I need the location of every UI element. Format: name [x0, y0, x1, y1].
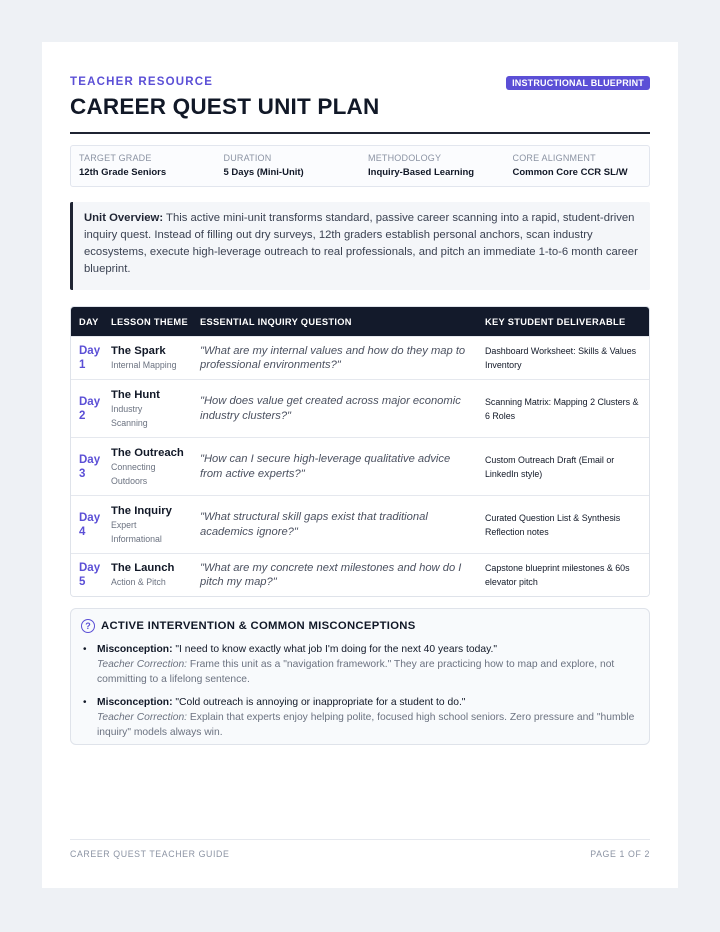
inquiry-question: "How does value get created across major economic industry clusters?": [200, 395, 461, 422]
day-number: [71, 453, 111, 481]
day-number: [71, 561, 111, 589]
footer-guide-title: CAREER QUEST TEACHER GUIDE: [70, 849, 230, 859]
theme-title: The Inquiry: [111, 504, 172, 517]
misconception-item: [81, 695, 639, 740]
misconception-label: Misconception:: [97, 644, 173, 655]
theme-subtitle: Internal Mapping: [111, 360, 177, 370]
correction-label: Teacher Correction:: [97, 659, 188, 670]
misconception-quote: "Cold outreach is annoying or inappropriate for a student to do.": [172, 697, 466, 708]
lesson-table: [70, 306, 650, 597]
day-index: 5: [79, 576, 86, 588]
eyebrow-label: TEACHER RESOURCE: [70, 76, 214, 88]
unit-overview: [70, 202, 650, 290]
theme-title: The Hunt: [111, 388, 160, 401]
theme-subtitle: Action & Pitch: [111, 577, 166, 587]
day-label: Day: [79, 511, 101, 524]
day-label: Day: [79, 345, 101, 357]
meta-methodology: [360, 146, 505, 186]
inquiry-question: "What structural skill gaps exist that traditional academics ignore?": [200, 511, 428, 538]
misconception-label: Misconception:: [97, 697, 173, 708]
header-deliverable: KEY STUDENT DELIVERABLE: [485, 316, 626, 327]
misconceptions-callout: [70, 608, 650, 745]
correction-text: Frame this unit as a "navigation framework." They are practicing how to map and explore, not committing to a lifelong sentence.: [97, 659, 615, 685]
inquiry-question: "How can I secure high-leverage qualitative advice from active experts?": [200, 453, 451, 480]
misconception-body: [97, 642, 639, 687]
callout-header: [81, 619, 639, 633]
page-title: CAREER QUEST UNIT PLAN: [70, 94, 380, 119]
day-label: Day: [79, 395, 101, 408]
header-lesson-theme: LESSON THEME: [111, 316, 188, 327]
theme-subtitle: Expert Informational: [111, 519, 162, 544]
meta-label: CORE ALIGNMENT: [512, 153, 596, 163]
inquiry-question: "What are my internal values and how do they map to professional environments?": [200, 344, 466, 371]
question-circle-icon: ?: [81, 619, 95, 633]
table-row: [71, 495, 649, 553]
document-page: [42, 42, 678, 888]
meta-label: DURATION: [223, 153, 272, 163]
footer-page-number: PAGE 1 OF 2: [590, 849, 650, 859]
callout-title: ACTIVE INTERVENTION & COMMON MISCONCEPTIONS: [101, 620, 416, 632]
student-deliverable: Dashboard Worksheet: Skills & Values Inventory: [485, 346, 637, 370]
overview-label: Unit Overview:: [84, 212, 164, 224]
misconception-quote: "I need to know exactly what job I'm doing for the next 40 years today.": [172, 644, 497, 655]
table-header: [71, 307, 649, 336]
day-index: 4: [79, 525, 86, 538]
table-row: [71, 553, 649, 596]
lesson-theme: [111, 504, 200, 546]
day-index: 3: [79, 467, 86, 480]
theme-title: The Outreach: [111, 446, 184, 459]
blueprint-badge: INSTRUCTIONAL BLUEPRINT: [506, 76, 650, 90]
inquiry-question: "What are my concrete next milestones and how do I pitch my map?": [200, 561, 462, 588]
meta-value: Inquiry-Based Learning: [368, 167, 475, 178]
table-row: [71, 379, 649, 437]
footer-divider: [70, 839, 650, 840]
overview-text: This active mini-unit transforms standard, passive career scanning into a rapid, student-driven inquiry quest. Instead of filling out dry surveys, 12th graders establish personal anchors, scan industry ecosystems, execute high-leverage outreach to real professionals, and pitch an immediate 1-to-6 month career blueprint.: [84, 212, 638, 275]
page-content: [70, 42, 650, 888]
lesson-theme: [111, 561, 200, 589]
lesson-theme: [111, 388, 200, 430]
student-deliverable: Capstone blueprint milestones & 60s elevator pitch: [485, 563, 630, 587]
theme-title: The Launch: [111, 562, 175, 574]
meta-core-alignment: [505, 146, 650, 186]
day-index: 2: [79, 409, 86, 422]
meta-value: 12th Grade Seniors: [79, 167, 167, 178]
day-number: [71, 344, 111, 372]
meta-duration: [216, 146, 361, 186]
theme-subtitle: Industry Scanning: [111, 403, 148, 428]
meta-strip: [70, 145, 650, 187]
meta-label: TARGET GRADE: [79, 153, 152, 163]
student-deliverable: Scanning Matrix: Mapping 2 Clusters & 6 Roles: [485, 396, 639, 421]
bullet-icon: •: [83, 697, 87, 708]
day-index: 1: [79, 359, 86, 371]
day-label: Day: [79, 453, 101, 466]
lesson-theme: [111, 446, 200, 488]
misconception-item: [81, 642, 639, 687]
title-divider: [70, 132, 650, 134]
meta-label: METHODOLOGY: [368, 153, 442, 163]
day-label: Day: [79, 562, 101, 574]
correction-text: Explain that experts enjoy helping polite, focused high school seniors. Zero pressure and "humble inquiry" models always win.: [97, 712, 635, 738]
header-day: DAY: [79, 316, 99, 327]
table-row: [71, 437, 649, 495]
misconception-body: [97, 695, 639, 740]
student-deliverable: Custom Outreach Draft (Email or LinkedIn style): [485, 454, 615, 479]
theme-subtitle: Connecting Outdoors: [111, 461, 156, 486]
meta-value: Common Core CCR SL/W: [512, 167, 628, 178]
table-row: [71, 336, 649, 379]
day-number: [71, 395, 111, 423]
correction-label: Teacher Correction:: [97, 712, 188, 723]
theme-title: The Spark: [111, 345, 166, 357]
meta-target-grade: [71, 146, 216, 186]
lesson-theme: [111, 344, 200, 372]
meta-value: 5 Days (Mini-Unit): [223, 167, 304, 178]
day-number: [71, 511, 111, 539]
student-deliverable: Curated Question List & Synthesis Reflection notes: [485, 512, 621, 537]
header-inquiry-question: ESSENTIAL INQUIRY QUESTION: [200, 316, 352, 327]
bullet-icon: •: [83, 644, 87, 655]
